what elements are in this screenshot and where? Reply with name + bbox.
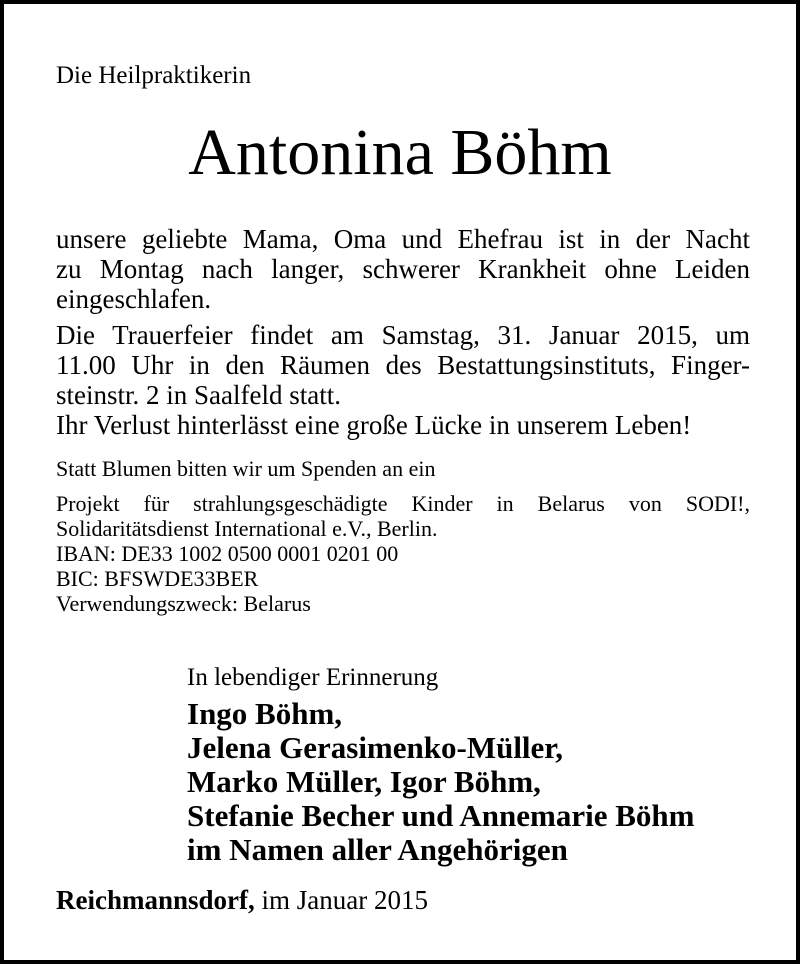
closing-line [56, 884, 428, 916]
paragraph-line: zu Montag nach langer, schwerer Krankheit ohne Leiden [56, 254, 750, 284]
closing-date: im Januar 2015 [261, 885, 428, 915]
deceased-name: Antonina Böhm [188, 116, 612, 189]
signer-line: Ingo Böhm, [187, 696, 343, 731]
paragraph-funeral [56, 320, 750, 440]
donation-purpose: Verwendungszweck: Belarus [56, 591, 311, 616]
donation-intro: Statt Blumen bitten wir um Spenden an ein [56, 456, 436, 481]
paragraph-line: Ihr Verlust hinterlässt eine große Lücke in unserem Leben! [56, 410, 692, 440]
donation-details [56, 491, 750, 616]
signer-line: im Namen aller Angehörigen [187, 832, 568, 867]
signer-line: Marko Müller, Igor Böhm, [187, 764, 541, 799]
signer-list [187, 697, 695, 867]
paragraph-line: steinstr. 2 in Saalfeld statt. [56, 380, 341, 410]
paragraph-passing [56, 224, 750, 314]
donation-project: Projekt für strahlungsgeschädigte Kinder in Belarus von SODI!, [56, 491, 750, 516]
memory-block [187, 663, 695, 867]
donation-bic: BIC: BFSWDE33BER [56, 566, 259, 591]
donation-organization: Solidaritätsdienst International e.V., Berlin. [56, 516, 438, 541]
donation-iban: IBAN: DE33 1002 0500 0001 0201 00 [56, 541, 399, 566]
paragraph-line: eingeschlafen. [56, 284, 212, 314]
paragraph-line: 11.00 Uhr in den Räumen des Bestattungsinstituts, Finger- [56, 350, 750, 380]
closing-place: Reichmannsdorf, [56, 885, 255, 915]
memory-intro: In lebendiger Erinnerung [187, 664, 439, 691]
paragraph-line: unsere geliebte Mama, Oma und Ehefrau ist in der Nacht [56, 224, 750, 254]
paragraph-line: Die Trauerfeier findet am Samstag, 31. Januar 2015, um [56, 320, 750, 350]
signer-line: Jelena Gerasimenko-Müller, [187, 730, 563, 765]
signer-line: Stefanie Becher und Annemarie Böhm [187, 798, 695, 833]
intro-line: Die Heilpraktikerin [56, 62, 252, 89]
